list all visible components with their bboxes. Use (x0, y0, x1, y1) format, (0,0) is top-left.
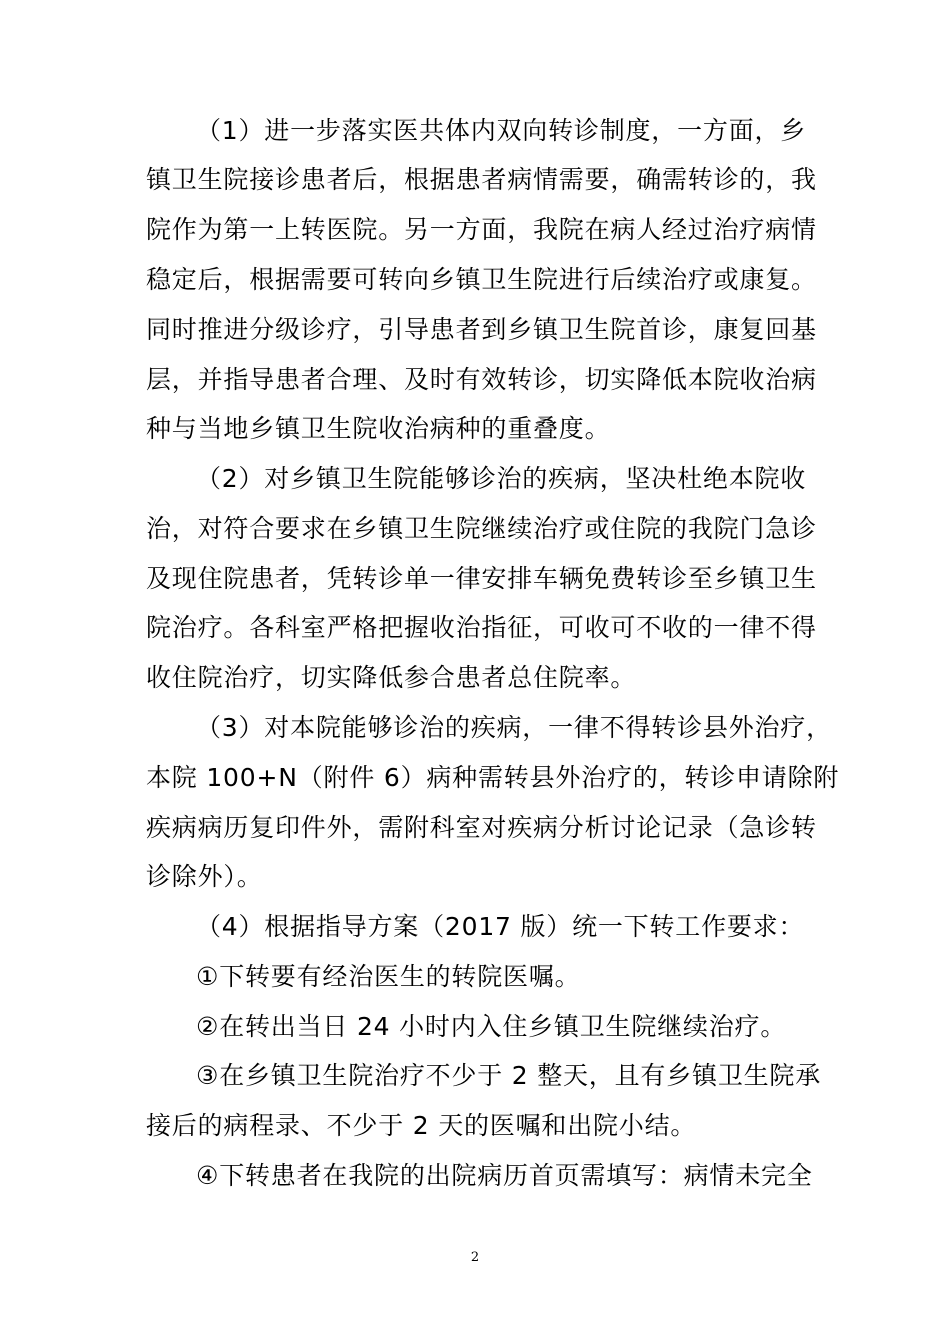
paragraph-2-line-4: 院治疗。各科室严格把握收治指征，可收可不收的一律不得 (146, 613, 817, 642)
paragraph-4-line-1: （4）根据指导方案（2017 版）统一下转工作要求： (196, 912, 805, 941)
page-number: 2 (470, 1250, 480, 1265)
paragraph-1-line-7: 种与当地乡镇卫生院收治病种的重叠度。 (146, 414, 611, 443)
paragraph-3-line-1: （3）对本院能够诊治的疾病，一律不得转诊县外治疗， (196, 713, 832, 742)
item-3-line-1: ③在乡镇卫生院治疗不少于 2 整天，且有乡镇卫生院承 (196, 1061, 822, 1090)
paragraph-1-line-6: 层，并指导患者合理、及时有效转诊，切实降低本院收治病 (146, 365, 817, 394)
paragraph-1-line-5: 同时推进分级诊疗，引导患者到乡镇卫生院首诊，康复回基 (146, 315, 817, 344)
paragraph-2-line-2: 治，对符合要求在乡镇卫生院继续治疗或住院的我院门急诊 (146, 514, 817, 543)
paragraph-1-line-2: 镇卫生院接诊患者后，根据患者病情需要，确需转诊的，我 (146, 165, 817, 194)
item-1: ①下转要有经治医生的转院医嘱。 (196, 962, 581, 991)
paragraph-3-line-2: 本院 100+N（附件 6）病种需转县外治疗的，转诊申请除附 (146, 763, 840, 792)
paragraph-2-line-3: 及现住院患者，凭转诊单一律安排车辆免费转诊至乡镇卫生 (146, 564, 817, 593)
item-4-line-1: ④下转患者在我院的出院病历首页需填写：病情未完全 (196, 1161, 813, 1190)
paragraph-2-line-1: （2）对乡镇卫生院能够诊治的疾病，坚决杜绝本院收 (196, 464, 807, 493)
paragraph-1-line-3: 院作为第一上转医院。另一方面，我院在病人经过治疗病情 (146, 215, 817, 244)
paragraph-3-line-3: 疾病病历复印件外，需附科室对疾病分析讨论记录（急诊转 (146, 813, 817, 842)
paragraph-1-line-4: 稳定后，根据需要可转向乡镇卫生院进行后续治疗或康复。 (146, 265, 817, 294)
paragraph-1-line-1: （1）进一步落实医共体内双向转诊制度，一方面，乡 (196, 116, 807, 145)
item-3-line-2: 接后的病程录、不少于 2 天的医嘱和出院小结。 (146, 1111, 697, 1140)
item-2: ②在转出当日 24 小时内入住乡镇卫生院继续治疗。 (196, 1012, 787, 1041)
paragraph-3-line-4: 诊除外）。 (146, 862, 263, 891)
paragraph-2-line-5: 收住院治疗，切实降低参合患者总住院率。 (146, 663, 637, 692)
